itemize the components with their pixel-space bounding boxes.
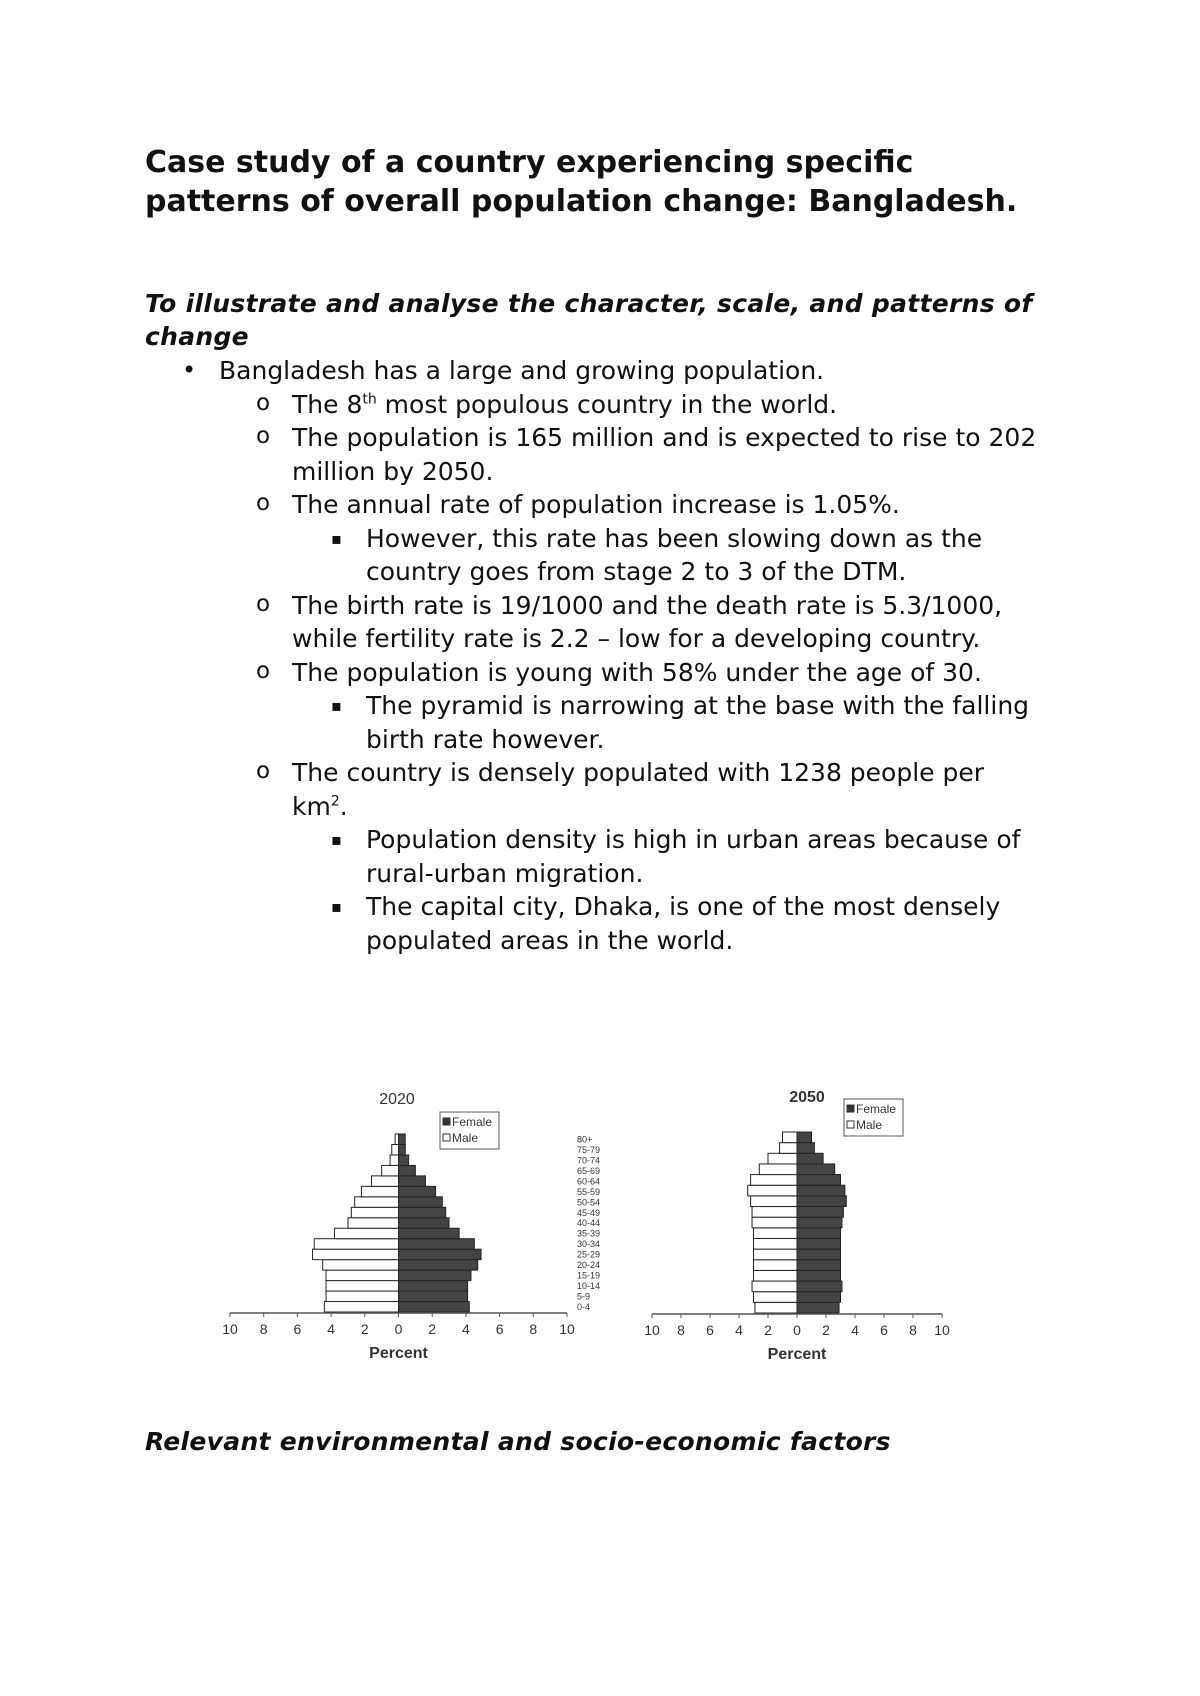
bar-female-30-34 xyxy=(797,1238,841,1249)
subtitle: To illustrate and analyse the character, scale, and patterns of change xyxy=(145,289,1033,351)
bar-male-55-59 xyxy=(748,1185,797,1196)
x-axis-label: Percent xyxy=(767,1346,827,1363)
list-item: o The birth rate is 19/1000 and the death rate is 5.3/1000, while fertility rate is 2.2 – low for a developing country. xyxy=(145,589,1045,656)
age-label: 30-34 xyxy=(577,1239,601,1250)
bar-male-30-34 xyxy=(754,1238,798,1249)
bar-female-25-29 xyxy=(399,1249,482,1259)
bar-female-75-79 xyxy=(797,1143,814,1154)
bullet-marker: o xyxy=(256,590,271,617)
bullet-marker: ▪ xyxy=(331,830,342,849)
bar-male-0-4 xyxy=(324,1302,398,1312)
legend-label: Male xyxy=(856,1118,883,1132)
age-label: 25-29 xyxy=(577,1249,601,1260)
bar-female-0-4 xyxy=(797,1302,839,1313)
legend-label: Female xyxy=(452,1115,493,1129)
bar-female-35-39 xyxy=(399,1228,460,1238)
bar-female-10-14 xyxy=(399,1281,468,1291)
bar-male-80+ xyxy=(395,1134,398,1144)
age-label: 5-9 xyxy=(577,1291,591,1302)
age-label: 55-59 xyxy=(577,1186,601,1197)
bullet-marker: o xyxy=(256,657,271,684)
bar-male-45-49 xyxy=(752,1207,797,1218)
bar-male-25-29 xyxy=(313,1249,399,1259)
bar-male-35-39 xyxy=(334,1228,398,1238)
age-label: 65-69 xyxy=(577,1165,601,1176)
bar-female-45-49 xyxy=(399,1207,446,1217)
x-tick-label: 2 xyxy=(764,1322,772,1338)
bar-male-20-24 xyxy=(754,1260,798,1271)
x-tick-label: 8 xyxy=(677,1322,685,1338)
x-tick-label: 4 xyxy=(462,1321,470,1337)
bar-male-10-14 xyxy=(326,1281,398,1291)
bar-male-40-44 xyxy=(752,1217,797,1228)
bar-male-25-29 xyxy=(754,1249,798,1260)
legend-label: Female xyxy=(856,1102,897,1116)
population-pyramid-2020 xyxy=(222,1091,600,1362)
bar-male-70-74 xyxy=(390,1155,398,1165)
chart-title: 2050 xyxy=(789,1089,825,1106)
x-tick-label: 4 xyxy=(851,1322,859,1338)
legend xyxy=(844,1099,903,1136)
bullet-marker: ▪ xyxy=(331,897,342,916)
bullet-marker: o xyxy=(256,758,271,784)
age-label: 20-24 xyxy=(577,1260,601,1271)
bar-female-80+ xyxy=(797,1132,812,1143)
bar-male-35-39 xyxy=(754,1228,798,1239)
bullet-marker: • xyxy=(182,356,197,384)
bar-male-75-79 xyxy=(780,1143,797,1154)
bar-male-65-69 xyxy=(382,1165,399,1175)
bar-female-75-79 xyxy=(399,1144,406,1154)
x-tick-label: 2 xyxy=(822,1322,830,1338)
bar-female-20-24 xyxy=(797,1260,841,1271)
bar-male-60-64 xyxy=(751,1175,797,1186)
x-tick-label: 6 xyxy=(706,1322,714,1338)
x-tick-label: 2 xyxy=(360,1321,369,1337)
age-label: 75-79 xyxy=(577,1144,601,1155)
bar-female-5-9 xyxy=(399,1291,468,1301)
bar-male-80+ xyxy=(783,1132,798,1143)
x-tick-label: 0 xyxy=(793,1322,801,1338)
x-tick-label: 6 xyxy=(495,1321,504,1337)
list-item: ▪ Population density is high in urban areas because of rural-urban migration. xyxy=(331,825,1021,888)
age-label: 10-14 xyxy=(577,1281,601,1292)
bar-male-30-34 xyxy=(314,1239,398,1249)
bar-male-50-54 xyxy=(751,1196,797,1207)
bar-male-50-54 xyxy=(355,1197,399,1207)
bar-female-5-9 xyxy=(797,1292,841,1303)
list-item: o The population is young with 58% under the age of 30. xyxy=(145,656,1045,690)
list-item: ▪ However, this rate has been slowing down as the country goes from stage 2 to 3 of the DTM. xyxy=(331,523,983,586)
bar-female-50-54 xyxy=(797,1196,846,1207)
age-label: 60-64 xyxy=(577,1176,601,1187)
list-item: • Bangladesh has a large and growing population. xyxy=(145,354,1045,388)
bar-female-30-34 xyxy=(399,1239,475,1249)
population-pyramids-figure xyxy=(0,1080,1200,1380)
bar-female-70-74 xyxy=(797,1153,823,1164)
x-tick-label: 10 xyxy=(934,1322,950,1338)
bar-female-0-4 xyxy=(399,1302,470,1312)
age-label: 50-54 xyxy=(577,1197,601,1208)
x-tick-label: 10 xyxy=(644,1322,660,1338)
bar-male-5-9 xyxy=(754,1292,798,1303)
bar-male-40-44 xyxy=(348,1218,399,1228)
chart-title: 2020 xyxy=(379,1091,415,1108)
bullet-marker: ▪ xyxy=(331,696,342,715)
bullet-marker: o xyxy=(256,423,271,449)
x-axis-label: Percent xyxy=(369,1345,428,1362)
age-label: 80+ xyxy=(577,1134,593,1145)
age-label: 45-49 xyxy=(577,1207,601,1218)
bullet-list xyxy=(145,354,1045,957)
bar-female-50-54 xyxy=(399,1197,443,1207)
legend-swatch xyxy=(443,1134,450,1141)
x-tick-label: 0 xyxy=(394,1321,403,1337)
list-item: ▪ The capital city, Dhaka, is one of the most densely populated areas in the world. xyxy=(331,892,1001,955)
bar-female-80+ xyxy=(399,1134,406,1144)
bar-male-5-9 xyxy=(326,1291,398,1301)
list-item: o The country is densely populated with 1238 people per $km^2$. xyxy=(145,756,1045,823)
bar-male-60-64 xyxy=(372,1176,399,1186)
age-label: 70-74 xyxy=(577,1155,601,1166)
legend-swatch xyxy=(847,1121,854,1128)
bar-female-25-29 xyxy=(797,1249,841,1260)
bar-female-55-59 xyxy=(399,1186,436,1196)
bullet-marker: ▪ xyxy=(331,528,342,548)
bar-male-20-24 xyxy=(323,1260,399,1270)
bar-male-55-59 xyxy=(361,1186,398,1196)
age-label: 40-44 xyxy=(577,1218,601,1229)
population-pyramid-2050 xyxy=(644,1089,950,1363)
age-label: 15-19 xyxy=(577,1270,601,1281)
x-tick-label: 4 xyxy=(735,1322,743,1338)
bar-female-10-14 xyxy=(797,1281,842,1292)
bar-male-70-74 xyxy=(768,1153,797,1164)
bar-female-35-39 xyxy=(797,1228,841,1239)
legend xyxy=(440,1112,499,1149)
age-label: 0-4 xyxy=(577,1302,591,1312)
page-title: Case study of a country experiencing specific patterns of overall population change: Bangladesh. xyxy=(145,145,1018,219)
legend-swatch xyxy=(847,1105,854,1112)
bullet-marker: o xyxy=(256,389,271,416)
x-tick-label: 10 xyxy=(222,1321,238,1337)
x-tick-label: 8 xyxy=(259,1321,268,1337)
list-item: o The population is 165 million and is expected to rise to 202 million by 2050. xyxy=(145,421,1045,488)
legend-swatch xyxy=(443,1118,450,1125)
bar-female-15-19 xyxy=(399,1270,471,1280)
bar-female-40-44 xyxy=(399,1218,450,1228)
list-item: ▪ The pyramid is narrowing at the base with the falling birth rate however. xyxy=(331,691,1030,754)
legend-label: Male xyxy=(452,1131,479,1145)
bar-female-70-74 xyxy=(399,1155,409,1165)
bar-female-55-59 xyxy=(797,1185,845,1196)
list-item: o The annual rate of population increase is 1.05%. xyxy=(145,488,1045,522)
section-heading: Relevant environmental and socio-economic factors xyxy=(145,1427,891,1456)
bullet-marker: o xyxy=(256,490,271,516)
bar-female-60-64 xyxy=(399,1176,426,1186)
bar-male-65-69 xyxy=(759,1164,797,1175)
bar-female-40-44 xyxy=(797,1217,842,1228)
x-tick-label: 8 xyxy=(529,1321,538,1337)
x-tick-label: 4 xyxy=(327,1321,335,1337)
x-tick-label: 6 xyxy=(293,1321,302,1337)
x-tick-label: 6 xyxy=(880,1322,888,1338)
bar-female-65-69 xyxy=(399,1165,416,1175)
bar-female-60-64 xyxy=(797,1175,841,1186)
bar-male-45-49 xyxy=(351,1207,398,1217)
list-item: o The 8th most populous country in the world. xyxy=(145,388,1045,422)
bar-female-15-19 xyxy=(797,1270,841,1281)
bar-male-10-14 xyxy=(752,1281,797,1292)
bar-male-15-19 xyxy=(326,1270,398,1280)
bar-male-0-4 xyxy=(755,1302,797,1313)
bar-male-75-79 xyxy=(392,1144,399,1154)
x-tick-label: 10 xyxy=(559,1321,575,1337)
age-label: 35-39 xyxy=(577,1228,601,1239)
bar-female-65-69 xyxy=(797,1164,835,1175)
bar-female-45-49 xyxy=(797,1207,843,1218)
bar-female-20-24 xyxy=(399,1260,478,1270)
bar-male-15-19 xyxy=(754,1270,798,1281)
x-tick-label: 8 xyxy=(909,1322,917,1338)
x-tick-label: 2 xyxy=(428,1321,437,1337)
